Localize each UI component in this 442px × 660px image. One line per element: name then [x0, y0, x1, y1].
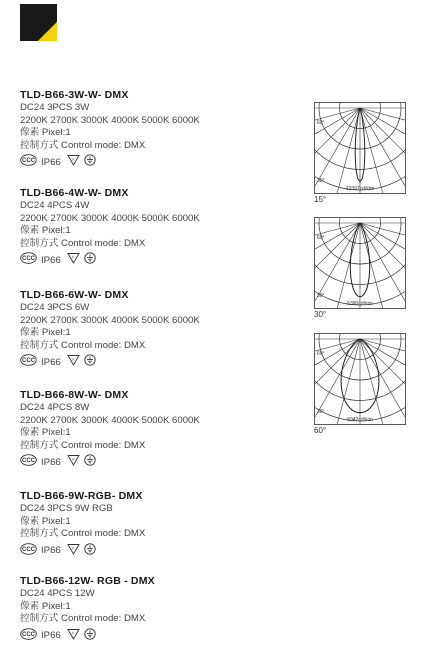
- intensity-label: 5942cd/klm: [347, 417, 373, 423]
- svg-text:F: F: [72, 255, 75, 260]
- ground-symbol-icon: [84, 627, 96, 645]
- dimming-triangle-icon: [67, 353, 80, 371]
- ip-rating: IP66: [41, 630, 61, 642]
- angle-label: 30°: [317, 293, 325, 299]
- ip-rating: IP66: [41, 254, 61, 266]
- pixel-info: 像素 Pixel:1: [20, 327, 71, 339]
- ip-rating: IP66: [41, 456, 61, 468]
- ccc-cert-icon: [20, 453, 37, 471]
- product-title: TLD-B66-9W-RGB- DMX: [20, 490, 143, 502]
- product-spec: DC24 4PCS 12W: [20, 588, 95, 599]
- angle-label: 60°: [317, 120, 325, 126]
- svg-text:CCC: CCC: [22, 458, 35, 465]
- product-title: TLD-B66-12W- RGB - DMX: [20, 575, 155, 587]
- product-block: [20, 388, 300, 469]
- product-title: TLD-B66-6W-W- DMX: [20, 289, 129, 301]
- ccc-cert-icon: [20, 627, 37, 645]
- color-temperatures: 2200K 2700K 3000K 4000K 5000K 6000K: [20, 314, 200, 326]
- product-block: [20, 88, 300, 169]
- certification-icons: [20, 629, 300, 643]
- ground-symbol-icon: [84, 153, 96, 171]
- product-block: [20, 288, 300, 369]
- control-mode: 控制方式 Control mode: DMX: [20, 237, 146, 249]
- angle-label: 30°: [317, 409, 325, 415]
- svg-text:CCC: CCC: [22, 256, 35, 263]
- dimming-triangle-icon: [67, 453, 80, 471]
- color-temperatures: 2200K 2700K 3000K 4000K 5000K 6000K: [20, 212, 200, 224]
- polar-curve-chart: [314, 333, 406, 425]
- ground-symbol-icon: [84, 453, 96, 471]
- ccc-cert-icon: [20, 542, 37, 560]
- control-mode: 控制方式 Control mode: DMX: [20, 339, 146, 351]
- certification-icons: [20, 253, 300, 267]
- certification-icons: [20, 155, 300, 169]
- product-block: [20, 186, 300, 267]
- polar-curve-chart: [314, 102, 406, 194]
- svg-text:F: F: [72, 457, 75, 462]
- svg-text:F: F: [72, 157, 75, 162]
- control-mode: 控制方式 Control mode: DMX: [20, 439, 146, 451]
- svg-text:CCC: CCC: [22, 158, 35, 165]
- angle-label: 60°: [317, 351, 325, 357]
- svg-text:F: F: [72, 546, 75, 551]
- product-block: [20, 574, 300, 643]
- intensity-label: 13397cd/klm: [345, 186, 375, 192]
- ground-symbol-icon: [84, 251, 96, 269]
- certification-icons: [20, 544, 300, 558]
- dimming-triangle-icon: [67, 251, 80, 269]
- control-mode: 控制方式 Control mode: DMX: [20, 528, 146, 540]
- dimming-triangle-icon: [67, 542, 80, 560]
- svg-text:CCC: CCC: [22, 546, 35, 553]
- control-mode: 控制方式 Control mode: DMX: [20, 139, 146, 151]
- svg-text:CCC: CCC: [22, 631, 35, 638]
- brand-logo: [20, 4, 57, 41]
- light-distribution-diagram: [314, 333, 406, 436]
- product-title: TLD-B66-4W-W- DMX: [20, 187, 129, 199]
- pixel-info: 像素 Pixel:1: [20, 515, 71, 527]
- dimming-triangle-icon: [67, 627, 80, 645]
- product-spec: DC24 4PCS 8W: [20, 402, 90, 413]
- pixel-info: 像素 Pixel:1: [20, 127, 71, 139]
- color-temperatures: 2200K 2700K 3000K 4000K 5000K 6000K: [20, 414, 200, 426]
- svg-text:F: F: [72, 357, 75, 362]
- product-spec: DC24 3PCS 9W RGB: [20, 503, 113, 514]
- ip-rating: IP66: [41, 545, 61, 557]
- angle-label: 30°: [317, 178, 325, 184]
- color-temperatures: 2200K 2700K 3000K 4000K 5000K 6000K: [20, 114, 200, 126]
- ground-symbol-icon: [84, 353, 96, 371]
- beam-angle-label: 15°: [314, 195, 327, 204]
- product-spec: DC24 3PCS 3W: [20, 102, 90, 113]
- angle-label: 60°: [317, 235, 325, 241]
- product-spec: DC24 3PCS 6W: [20, 302, 90, 313]
- pixel-info: 像素 Pixel:1: [20, 600, 71, 612]
- ccc-cert-icon: [20, 353, 37, 371]
- control-mode: 控制方式 Control mode: DMX: [20, 613, 146, 625]
- ip-rating: IP66: [41, 356, 61, 368]
- product-title: TLD-B66-3W-W- DMX: [20, 89, 129, 101]
- product-spec: DC24 4PCS 4W: [20, 200, 90, 211]
- beam-angle-label: 60°: [314, 426, 327, 435]
- product-title: TLD-B66-8W-W- DMX: [20, 389, 129, 401]
- pixel-info: 像素 Pixel:1: [20, 225, 71, 237]
- ip-rating: IP66: [41, 156, 61, 168]
- beam-angle-label: 30°: [314, 310, 327, 319]
- polar-curve-chart: [314, 217, 406, 309]
- svg-text:CCC: CCC: [22, 358, 35, 365]
- light-distribution-diagram: [314, 102, 406, 205]
- certification-icons: [20, 355, 300, 369]
- ground-symbol-icon: [84, 542, 96, 560]
- ccc-cert-icon: [20, 153, 37, 171]
- dimming-triangle-icon: [67, 153, 80, 171]
- certification-icons: [20, 455, 300, 469]
- light-distribution-diagram: [314, 217, 406, 320]
- intensity-label: 5380cd/klm: [347, 301, 373, 307]
- product-block: [20, 489, 300, 558]
- ccc-cert-icon: [20, 251, 37, 269]
- pixel-info: 像素 Pixel:1: [20, 427, 71, 439]
- svg-text:F: F: [72, 631, 75, 636]
